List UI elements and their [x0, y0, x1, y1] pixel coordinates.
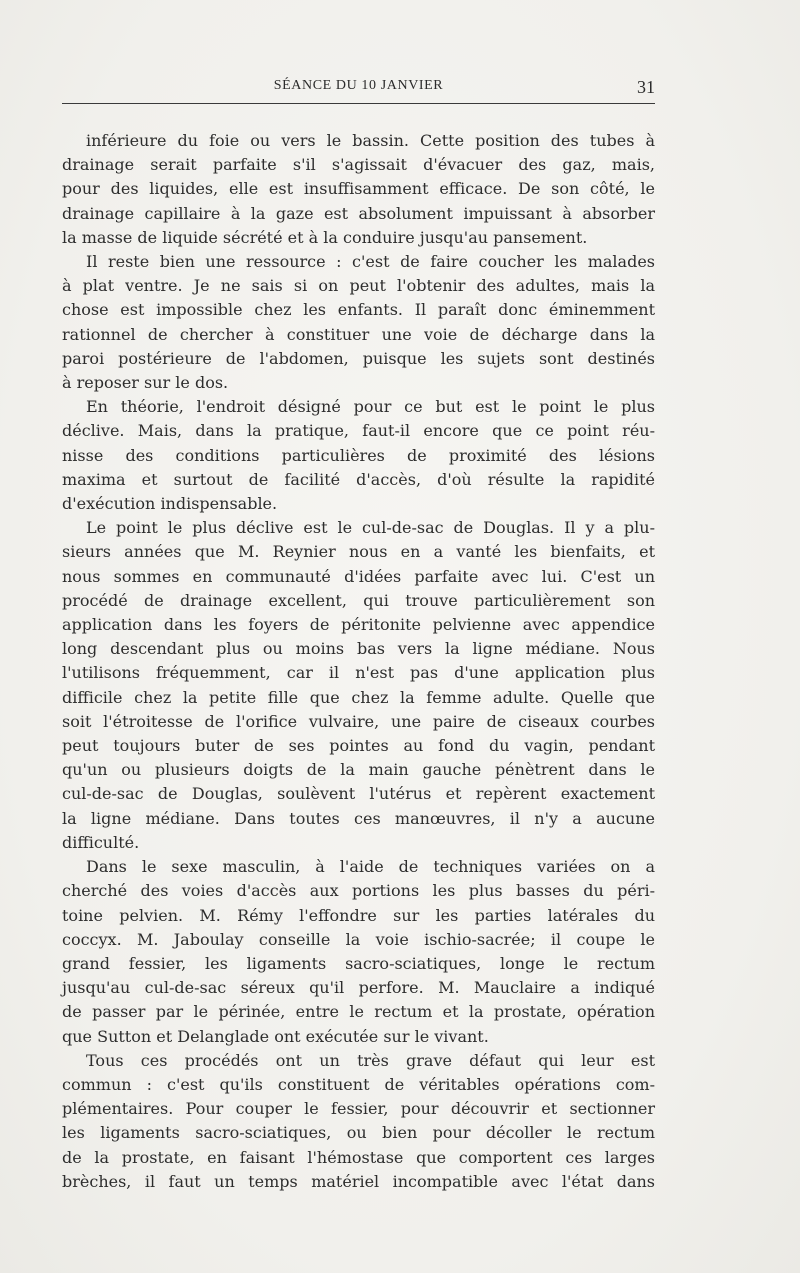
text-line: drainage capillaire à la gaze est absolument impuissant à absorber — [62, 203, 655, 223]
text-line: à plat ventre. Je ne sais si on peut l'obtenir des adultes, mais la — [62, 276, 655, 296]
text-line: pour des liquides, elle est insuffisamment efficace. De son côté, le — [62, 179, 655, 199]
text-line: Le point le plus déclive est le cul-de-sac de Douglas. Il y a plu- — [86, 518, 655, 538]
running-title: SÉANCE DU 10 JANVIER — [273, 78, 444, 93]
text-line: maxima et surtout de facilité d'accès, d'où résulte la rapidité — [62, 469, 655, 489]
text-line: cul-de-sac de Douglas, soulèvent l'utérus et repèrent exactement — [62, 784, 655, 804]
paragraph — [62, 129, 655, 250]
text-line: soit l'étroitesse de l'orifice vulvaire, une paire de ciseaux courbes — [62, 711, 655, 731]
paragraph — [62, 855, 655, 1049]
page-header — [62, 78, 655, 102]
text-line: peut toujours buter de ses pointes au fond du vagin, pendant — [62, 736, 655, 756]
text-line: drainage serait parfaite s'il s'agissait d'évacuer des gaz, mais, — [62, 155, 655, 175]
text-line: la masse de liquide sécrété et à la conduire jusqu'au pansement. — [62, 227, 588, 247]
text-line: long descendant plus ou moins bas vers la ligne médiane. Nous — [62, 639, 655, 659]
text-line: brèches, il faut un temps matériel incompatible avec l'état dans — [62, 1171, 655, 1191]
paragraph — [62, 250, 655, 395]
text-line: cherché des voies d'accès aux portions les plus basses du péri- — [62, 881, 655, 901]
text-line: application dans les foyers de péritonite pelvienne avec appendice — [62, 615, 655, 635]
paragraph — [62, 395, 655, 516]
text-line: d'exécution indispensable. — [62, 494, 278, 514]
paragraph — [62, 516, 655, 855]
text-line: les ligaments sacro-sciatiques, ou bien pour décoller le rectum — [62, 1123, 655, 1143]
text-line: que Sutton et Delanglade ont exécutée sur le vivant. — [62, 1026, 489, 1046]
header-rule — [62, 103, 655, 104]
text-line: déclive. Mais, dans la pratique, faut-il encore que ce point réu- — [62, 421, 655, 441]
text-line: Il reste bien une ressource : c'est de faire coucher les malades — [86, 252, 655, 272]
text-line: rationnel de chercher à constituer une voie de décharge dans la — [62, 324, 655, 344]
text-line: inférieure du foie ou vers le bassin. Cette position des tubes à — [86, 131, 655, 150]
body-text — [62, 129, 655, 1194]
text-line: à reposer sur le dos. — [62, 373, 229, 393]
text-line: Tous ces procédés ont un très grave défaut qui leur est — [86, 1050, 655, 1070]
text-line: difficile chez la petite fille que chez la femme adulte. Quelle que — [62, 687, 655, 707]
text-line: commun : c'est qu'ils constituent de véritables opérations com- — [62, 1074, 655, 1094]
text-line: de la prostate, en faisant l'hémostase que comportent ces larges — [62, 1147, 655, 1167]
text-line: difficulté. — [62, 832, 140, 852]
text-line: grand fessier, les ligaments sacro-sciatiques, longe le rectum — [62, 953, 655, 973]
text-line: En théorie, l'endroit désigné pour ce but est le point le plus — [86, 397, 655, 417]
text-line: chose est impossible chez les enfants. Il paraît donc éminemment — [62, 300, 655, 320]
text-line: coccyx. M. Jaboulay conseille la voie ischio-sacrée; il coupe le — [62, 929, 655, 949]
text-line: toine pelvien. M. Rémy l'effondre sur les parties latérales du — [62, 905, 655, 925]
text-line: de passer par le périnée, entre le rectum et la prostate, opération — [62, 1002, 655, 1022]
text-line: procédé de drainage excellent, qui trouve particulièrement son — [62, 590, 655, 610]
text-line: jusqu'au cul-de-sac séreux qu'il perfore. M. Mauclaire a indiqué — [62, 978, 655, 998]
text-line: Dans le sexe masculin, à l'aide de techniques variées on a — [86, 857, 655, 877]
text-line: plémentaires. Pour couper le fessier, pour découvrir et sectionner — [62, 1099, 655, 1119]
text-line: nous sommes en communauté d'idées parfaite avec lui. C'est un — [62, 566, 655, 586]
text-line: la ligne médiane. Dans toutes ces manœuvres, il n'y a aucune — [62, 808, 655, 828]
text-line: paroi postérieure de l'abdomen, puisque les sujets sont destinés — [62, 348, 655, 368]
text-line: qu'un ou plusieurs doigts de la main gauche pénètrent dans le — [62, 760, 655, 780]
page-number: 31 — [637, 77, 655, 97]
paragraph — [62, 1049, 655, 1194]
text-line: l'utilisons fréquemment, car il n'est pas d'une application plus — [62, 663, 655, 683]
text-line: sieurs années que M. Reynier nous en a vanté les bienfaits, et — [62, 542, 655, 562]
text-line: nisse des conditions particulières de proximité des lésions — [62, 445, 655, 465]
